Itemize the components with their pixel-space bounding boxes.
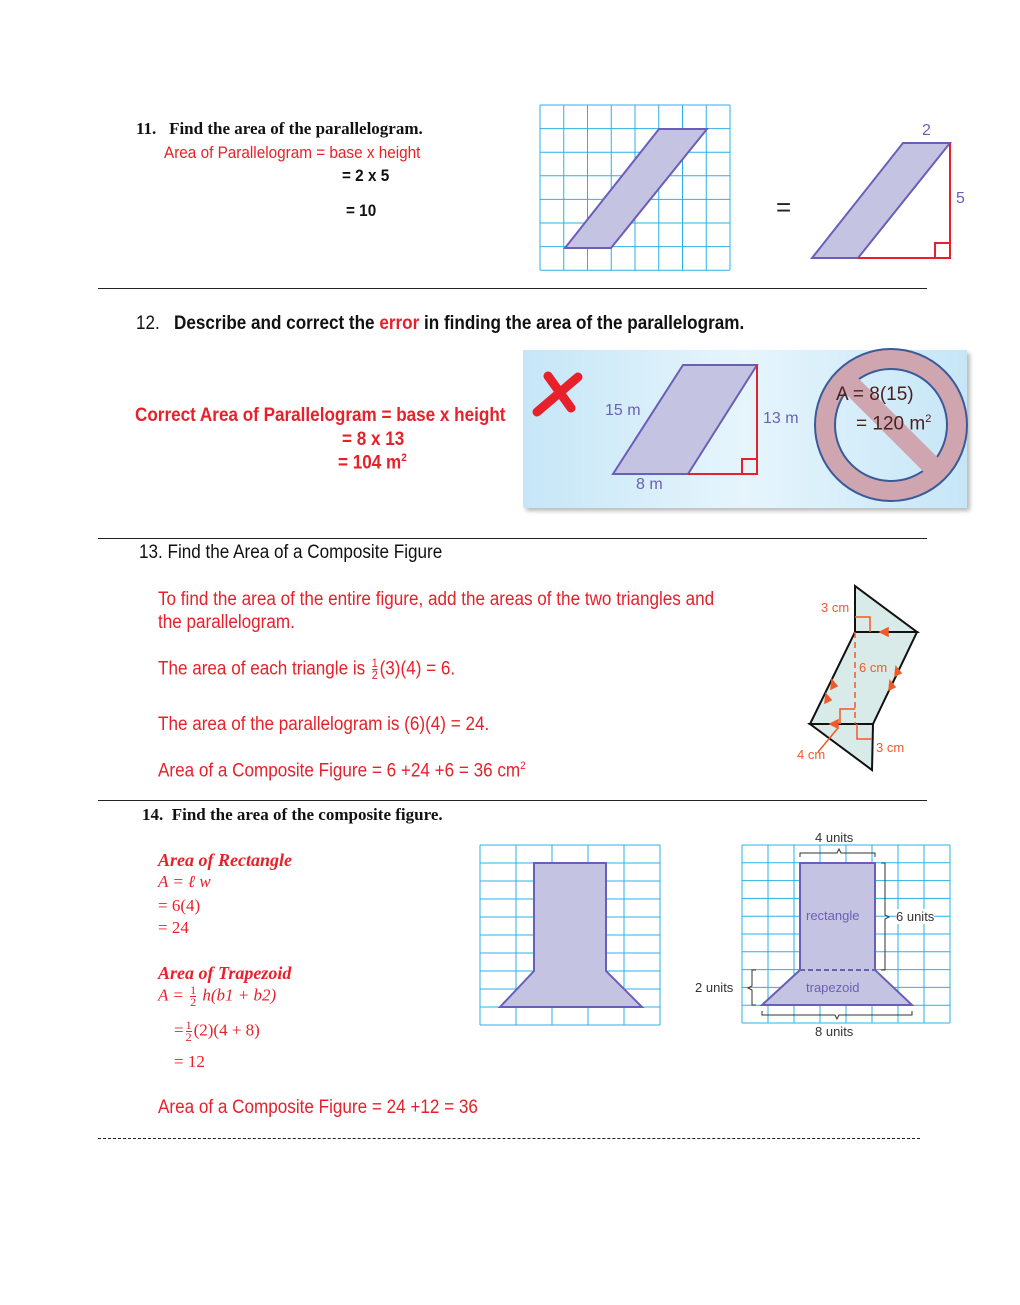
label-2-units: 2 units [695, 980, 734, 995]
q12-step2-sup: 2 [401, 452, 407, 464]
q13-label-bottom-right: 3 cm [876, 740, 905, 755]
fraction-numerator: 1 [371, 656, 378, 670]
q11-height-label: 5 [956, 190, 965, 207]
q13-triangle-pre: The area of each triangle is [158, 658, 370, 680]
q12-step1: = 8 x 13 [342, 429, 405, 450]
q13-label-top: 3 cm [821, 600, 850, 615]
q12-title-error: error [379, 313, 420, 334]
equals-sign: = [776, 192, 792, 222]
q12-title-post: in finding the area of the parallelogram. [419, 313, 745, 334]
q13-intro-line2: the parallelogram. [158, 612, 295, 633]
q11-step2: = 10 [346, 201, 377, 220]
fraction-denominator: 2 [185, 1030, 192, 1044]
q12-side-label: 15 m [605, 402, 641, 419]
divider [98, 1138, 920, 1139]
wrong-work-line1: A = 8(15) [836, 384, 914, 405]
q12-base-label: 8 m [636, 476, 663, 493]
q14-total: Area of a Composite Figure = 24 +12 = 36 [158, 1097, 478, 1118]
q11-step1: = 2 x 5 [342, 166, 390, 185]
rect-step2: = 24 [158, 918, 189, 937]
q13-title: 13. Find the Area of a Composite Figure [139, 542, 443, 563]
rect-heading: Area of Rectangle [158, 850, 292, 870]
q11-title: Find the area of the parallelogram. [169, 119, 423, 138]
q13-triangle-post: (3)(4) = 6. [379, 658, 456, 680]
fraction-numerator: 1 [190, 983, 197, 997]
wrong-work-sup: 2 [925, 413, 932, 425]
q11-number: 11. [136, 119, 157, 138]
q13-label-mid: 6 cm [859, 660, 888, 675]
q12-formula: Correct Area of Parallelogram = base x height [135, 405, 506, 426]
q12-title-pre: Describe and correct the [174, 313, 380, 334]
q11-formula: Area of Parallelogram = base x height [164, 143, 421, 162]
q12-number: 12. [136, 313, 160, 334]
label-trapezoid: trapezoid [806, 980, 860, 995]
label-6-units: 6 units [896, 909, 935, 924]
q11-base-label: 2 [922, 122, 931, 139]
trap-step1-b: (2)(4 + 8) [193, 1020, 260, 1040]
label-rectangle: rectangle [806, 908, 860, 923]
rect-step1: = 6(4) [158, 896, 201, 915]
fraction-denominator: 2 [371, 668, 378, 682]
q13-total-sup: 2 [520, 760, 526, 772]
fraction-denominator: 2 [190, 995, 197, 1009]
trap-step2: = 12 [174, 1052, 205, 1071]
trap-formula-a: A = [158, 985, 189, 1005]
q14-title: Find the area of the composite figure. [171, 805, 443, 824]
trap-formula-b: h(b1 + b2) [198, 985, 277, 1005]
label-8-units: 8 units [815, 1024, 854, 1039]
q14-number: 14. [142, 805, 164, 824]
label-4-units: 4 units [815, 830, 854, 845]
q13-intro-line1: To find the area of the entire figure, add the areas of the two triangles and [158, 589, 715, 610]
q13-total-text: Area of a Composite Figure = 6 +24 +6 = 36 cm [158, 760, 521, 782]
rect-formula: A = ℓ w [158, 872, 211, 891]
q13-parallelogram-area: The area of the parallelogram is (6)(4) = 24. [158, 714, 490, 735]
trap-heading: Area of Trapezoid [158, 963, 292, 983]
wrong-work-line2-text: = 120 m [856, 413, 926, 435]
trap-step1-a: = [174, 1020, 184, 1040]
q12-height-label: 13 m [763, 410, 799, 427]
q13-label-bottom-left: 4 cm [797, 747, 826, 762]
fraction-numerator: 1 [185, 1018, 192, 1032]
q12-step2-text: = 104 m [338, 452, 402, 474]
